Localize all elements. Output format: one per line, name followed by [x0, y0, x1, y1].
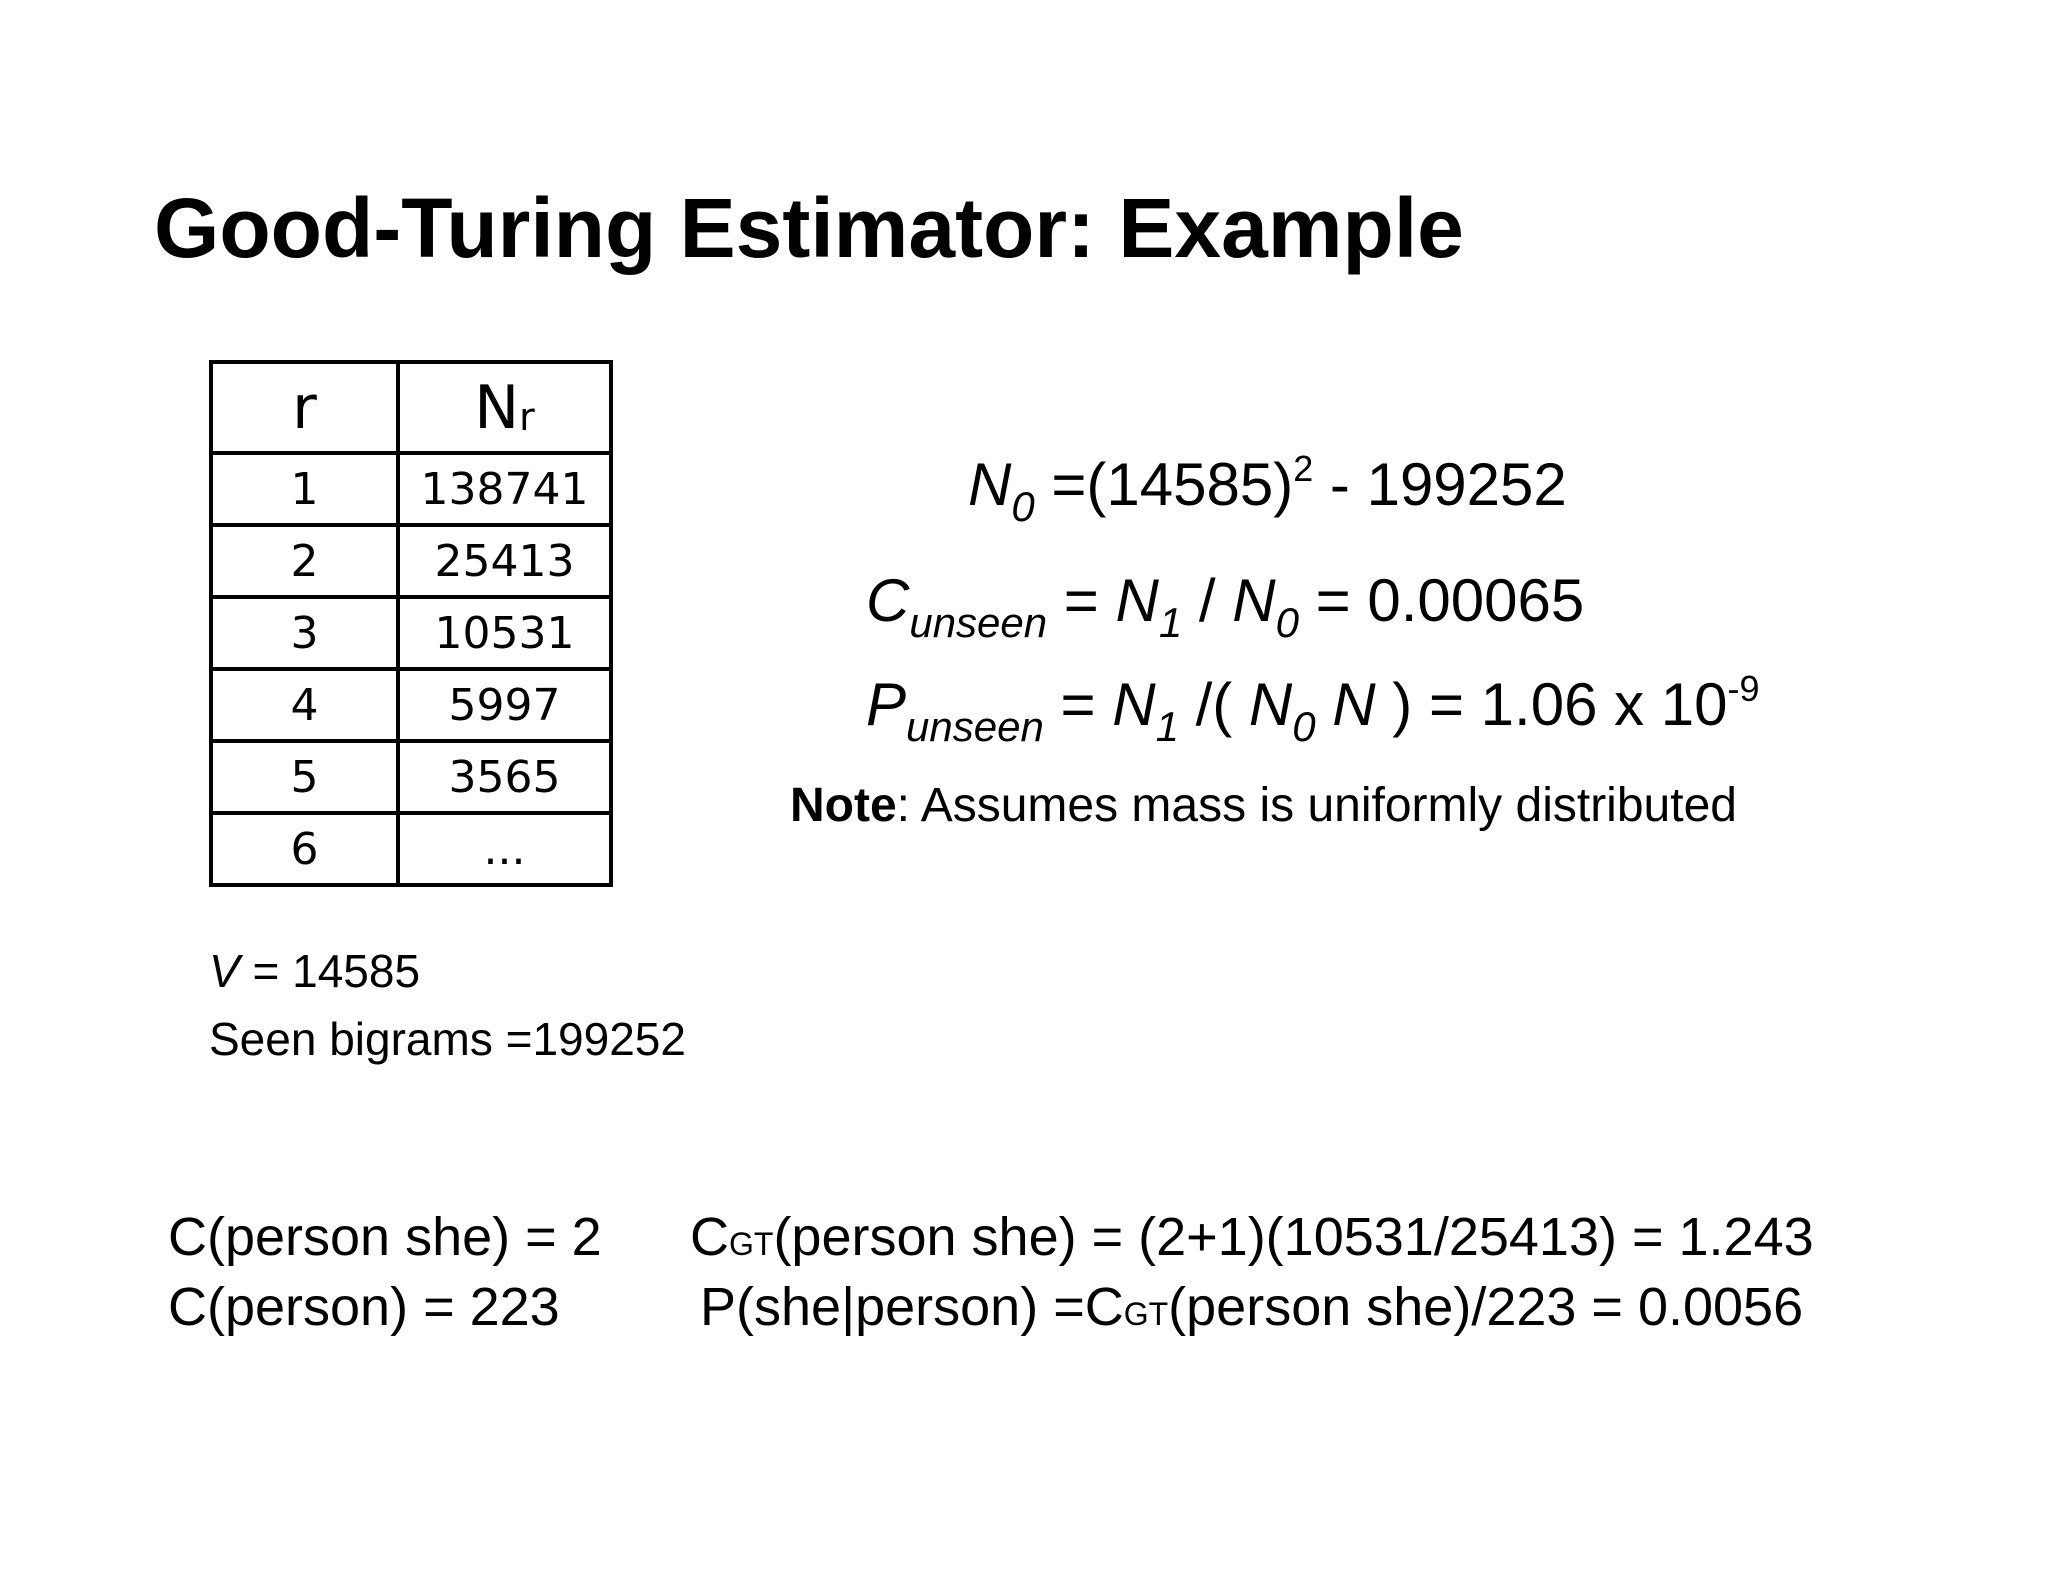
cell-r: 6: [211, 813, 398, 885]
equation-p-unseen: [866, 668, 1760, 750]
p-n0-symbol: N: [1248, 671, 1293, 738]
c-slash: /: [1182, 567, 1233, 634]
header-n: [398, 362, 611, 453]
header-n-subscript: r: [519, 394, 535, 439]
cell-n: 10531: [398, 597, 611, 669]
p-equals: =: [1043, 671, 1113, 738]
table-row: [211, 813, 611, 885]
cell-r: 3: [211, 597, 398, 669]
equation-c-unseen: [866, 566, 1585, 646]
v-value: = 14585: [239, 945, 421, 997]
gt-rest: (person she) = (2+1)(10531/25413) = 1.243: [773, 1207, 1814, 1267]
prob-prefix: P(she|person) =C: [700, 1277, 1124, 1337]
header-r: r: [211, 362, 398, 453]
p-n-symbol: N: [1315, 671, 1376, 738]
gt-probability: [700, 1276, 1803, 1338]
c-symbol: C: [866, 567, 910, 634]
header-n-symbol: N: [474, 372, 520, 443]
cell-n: 3565: [398, 741, 611, 813]
bigram-count: C(person she) = 2: [168, 1207, 602, 1267]
equation-n0: [968, 448, 1567, 530]
c-n1-symbol: N: [1115, 567, 1159, 634]
gt-subscript: GT: [729, 1226, 774, 1262]
cell-n: 5997: [398, 669, 611, 741]
prob-subscript: GT: [1123, 1296, 1169, 1332]
table-row: [211, 669, 611, 741]
cell-n: ...: [398, 813, 611, 885]
gt-count: [690, 1206, 1814, 1268]
n0-rhs-tail: - 199252: [1313, 451, 1567, 518]
cell-n: 25413: [398, 525, 611, 597]
prob-rest: (person she)/223 = 0.0056: [1168, 1277, 1804, 1337]
cell-r: 5: [211, 741, 398, 813]
p-exponent: -9: [1727, 668, 1760, 709]
seen-bigrams: Seen bigrams =199252: [209, 1013, 686, 1065]
p-result: ) = 1.06 x 10: [1375, 671, 1728, 738]
slide-title: Good-Turing Estimator: Example: [154, 181, 1464, 275]
cell-n: 138741: [398, 453, 611, 525]
cell-r: 2: [211, 525, 398, 597]
unigram-count: C(person) = 223: [168, 1277, 560, 1337]
note-text: : Assumes mass is uniformly distributed: [896, 779, 1737, 832]
n0-rhs: =(14585): [1034, 451, 1294, 518]
gt-c: C: [690, 1207, 729, 1267]
cell-r: 1: [211, 453, 398, 525]
frequency-table: [209, 360, 613, 887]
p-subscript: unseen: [906, 703, 1044, 750]
n0-symbol: N: [968, 451, 1012, 518]
vocabulary-size: [209, 944, 420, 998]
p-symbol: P: [866, 671, 907, 738]
table-row: [211, 453, 611, 525]
p-n1-subscript: 1: [1155, 703, 1179, 750]
c-equals: =: [1047, 567, 1116, 634]
table-row: [211, 741, 611, 813]
table-header-row: [211, 362, 611, 453]
p-n0-subscript: 0: [1292, 703, 1316, 750]
note-label: Note: [790, 779, 897, 832]
c-result: = 0.00065: [1298, 567, 1585, 634]
p-n1-symbol: N: [1112, 671, 1156, 738]
v-symbol: V: [209, 945, 240, 997]
table-row: [211, 597, 611, 669]
note: [790, 778, 1737, 833]
p-open-paren: /(: [1178, 671, 1249, 738]
c-n1-subscript: 1: [1158, 599, 1183, 646]
c-n0-symbol: N: [1232, 567, 1276, 634]
n0-subscript: 0: [1011, 483, 1035, 530]
cell-r: 4: [211, 669, 398, 741]
table-row: [211, 525, 611, 597]
n0-exponent: 2: [1293, 448, 1314, 489]
c-n0-subscript: 0: [1275, 599, 1299, 646]
c-subscript: unseen: [909, 599, 1048, 646]
